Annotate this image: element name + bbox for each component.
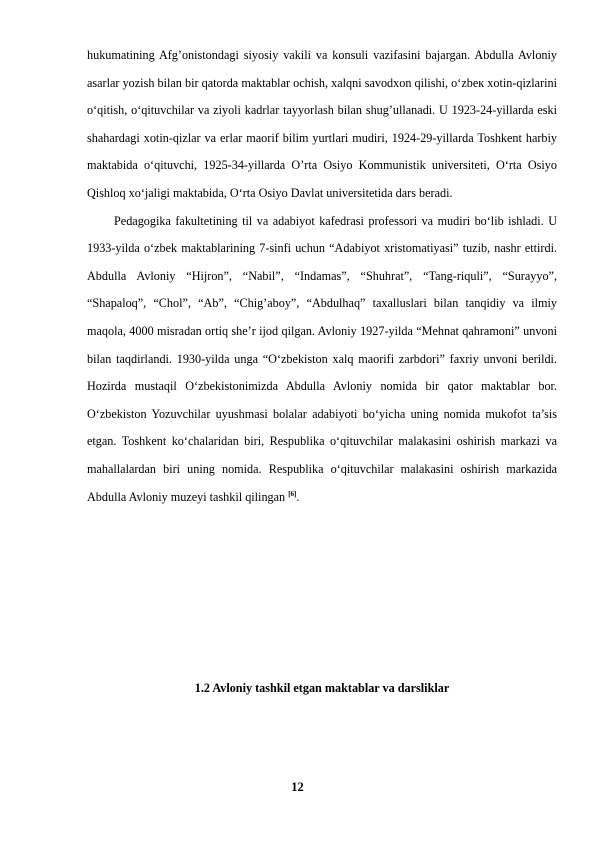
paragraph-2-period: . bbox=[296, 489, 300, 504]
reference-marker[interactable]: [6] bbox=[288, 489, 297, 498]
section-heading: 1.2 Avloniy tashkil etgan maktablar va darsliklar bbox=[194, 681, 450, 695]
page-number: 12 bbox=[291, 780, 304, 794]
paragraph-2 bbox=[87, 208, 557, 512]
paragraph-1: hukumatining Afg’onistondagi siyosiy vakili va konsuli vazifasini bajargan. Abdulla Avloniy asarlar yozish bilan bir qatorda maktablar ochish, xalqni savodxon qilishi, o‘zbeк xotin-qizlarini o‘qitish, o‘qituvchilar va ziyoli kadrlar tayyorlash bilan shug’ullanadi. U 1923-24-yillarda eski shahardagi xotin-qizlar va erlar maorif bilim yurtlari mudiri, 1924-29-yillarda Toshkent harbiy maktabida o‘qituvchi, 1925-34-yillarda O’rta Osiyo Kommunistik universiteti, O‘rta Osiyo Qishloq xo‘jaligi maktabida, O‘rta Osiyo Davlat universitetida dars beradi. bbox=[87, 48, 557, 200]
paragraph-2-text: Pedagogika fakultetining til va adabiyot kafedrasi professori va mudiri bo‘lib ishladi. U 1933-yilda o‘zbek maktablarining 7-sinfi uchun “Adabiyot xristomatiyasi” tuzib, nashr ettirdi. Abdulla Avloniy “Hijron”, “Nabil”, “Indamas”, “Shuhrat”, “Tang-riquli”, “Surayyo”, “Shapaloq”, “Chol”, “Ab”, “Chig’aboy”, “Abdulhaq” taxalluslari bilan tanqidiy va ilmiy maqola, 4000 misradan ortiq she’r ijod qilgan. Avloniy 1927-yilda “Mehnat qahramoni” unvoni bilan taqdirlandi. 1930-yilda unga “O‘zbekiston xalq maorifi zarbdori” faxriy unvoni berildi. Hozirda mustaqil O‘zbekistonimizda Abdulla Avloniy nomida bir qator maktablar bor. O‘zbekiston Yozuvchilar uyushmasi bolalar adabiyoti bo‘yicha uning nomida mukofot ta’sis etgan. Toshkent ko‘chalaridan biri, Respublika o‘qituvchilar malakasini oshirish markazi va mahallalardan biri uning nomida. Respublika o‘qituvchilar malakasini oshirish markazida Abdulla Avloniy muzeyi tashkil qilingan bbox=[87, 213, 557, 504]
body-text bbox=[87, 42, 557, 511]
